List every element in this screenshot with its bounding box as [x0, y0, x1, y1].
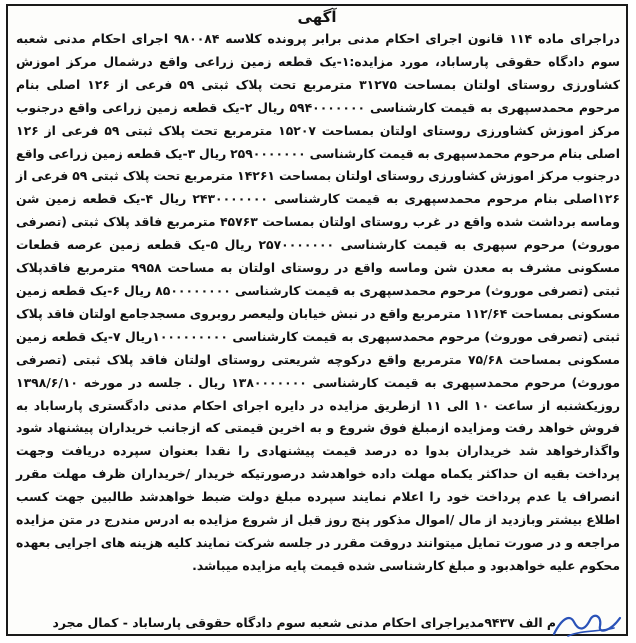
notice-title: آگهی — [297, 8, 337, 26]
notice-frame — [6, 4, 628, 636]
signature-mark — [548, 608, 628, 640]
notice-footer: م الف ۹۴۳۷مدیراجرای احکام مدنی شعبه سوم دادگاه حقوقی پارساباد - کمال مجرد — [52, 615, 556, 630]
notice-body: دراجرای ماده ۱۱۴ قانون اجرای احکام مدنی برابر پرونده کلاسه ۹۸۰۰۸۴ اجرای احکام مدنی شعبه سوم دادگاه حقوقی پارساباد، مورد مزایده:۱-یک قطعه زمین زراعی واقع درشمال مرکز اموزش کشاورزی روستای اولتان بمساحت ۳۱۲۷۵ مترمربع تحت پلاک ثبتی ۵۹ فرعی از ۱۲۶ اصلی بنام مرحوم محمدسپهری به قیمت کارشناسی ۵۹۴۰۰۰۰۰۰۰ ریال ۲-یک قطعه زمین زراعی واقع درجنوب مرکز اموزش کشاورزی روستای اولتان بمساحت ۱۵۲۰۷ مترمربع تحت پلاک ثبتی ۵۹ فرعی از ۱۲۶ اصلی بنام مرحوم محمدسپهری به قیمت کارشناسی ۲۵۹۰۰۰۰۰۰۰ ریال ۳-یک قطعه زمین زراعی واقع درجنوب مرکز اموزش کشاورزی روستای اولتان بمساحت ۱۴۲۶۱ مترمربع تحت پلاک ثبتی ۵۹ فرعی از ۱۲۶اصلی بنام مرحوم محمدسپهری به قیمت کارشناسی ۲۴۳۰۰۰۰۰۰۰ ریال ۴-یک قطعه زمین شن وماسه برداشت شده واقع در غرب روستای اولتان بمساحت ۴۵۷۶۳ مترمربع فاقد پلاک ثبتی (تصرفی موروث) مرحوم سپهری به قیمت کارشناسی ۲۵۷۰۰۰۰۰۰۰ ریال ۵-یک قطعه زمین عرصه قطعات مسکونی مشرف به معدن شن وماسه واقع در روستای اولتان به مساحت ۹۹۵۸ مترمربع فاقدپلاک ثبتی (تصرفی موروث) مرحوم محمدسپهری به قیمت کارشناسی ۸۵۰۰۰۰۰۰۰۰ ریال ۶-یک قطعه زمین مسکونی بمساحت ۱۱۲/۶۴ مترمربع واقع در نبش خیابان ولیعصر روبروی مسجدجامع اولتان فاقد پلاک ثبتی (تصرفی موروث) مرحوم محمدسپهری به قیمت کارشناسی ۱۰۰۰۰۰۰۰۰۰ریال ۷-یک قطعه زمین مسکونی بمساحت ۷۵/۶۸ مترمربع واقع درکوچه شریعتی روستای اولتان فاقد پلاک ثبتی (تصرفی موروث) مرحوم محمدسپهری به قیمت کارشناسی ۱۳۸۰۰۰۰۰۰۰ ریال . جلسه در مورخه ۱۳۹۸/۶/۱۰ روزیکشنبه از ساعت ۱۰ الی ۱۱ ازطریق مزایده در دایره اجرای احکام مدنی دادگستری پارساباد به فروش خواهد رفت ومزایده ازمبلغ فوق شروع و به اخرین قیمتی که ازجانب خریداران پیشنهاد شود واگذارخواهد شد خریداران بدوا ده درصد قیمت پیشنهادی را نقدا بعنوان سپرده دریافت وجهت پرداخت بقیه ان حداکثر یکماه مهلت داده خواهدشد درصورتیکه خریدار /خریداران ظرف مهلت مقرر انصراف یا عدم پرداخت خود را اعلام نمایند سپرده مبلغ دولت ضبط خواهدشد طالبین جهت کسب اطلاع بیشتر وبازدید از مال /اموال مذکور پنج روز قبل از شروع مزایده به ادرس مندرج در متن مزایده مراجعه و در صورت تمایل میتوانند دروقت مقرر در جلسه شرکت نمایند کلیه هزینه های اجرایی بعهده محکوم علیه خواهدبود و مبلغ کارشناسی شده قیمت پایه مزایده میباشد. — [16, 31, 620, 573]
